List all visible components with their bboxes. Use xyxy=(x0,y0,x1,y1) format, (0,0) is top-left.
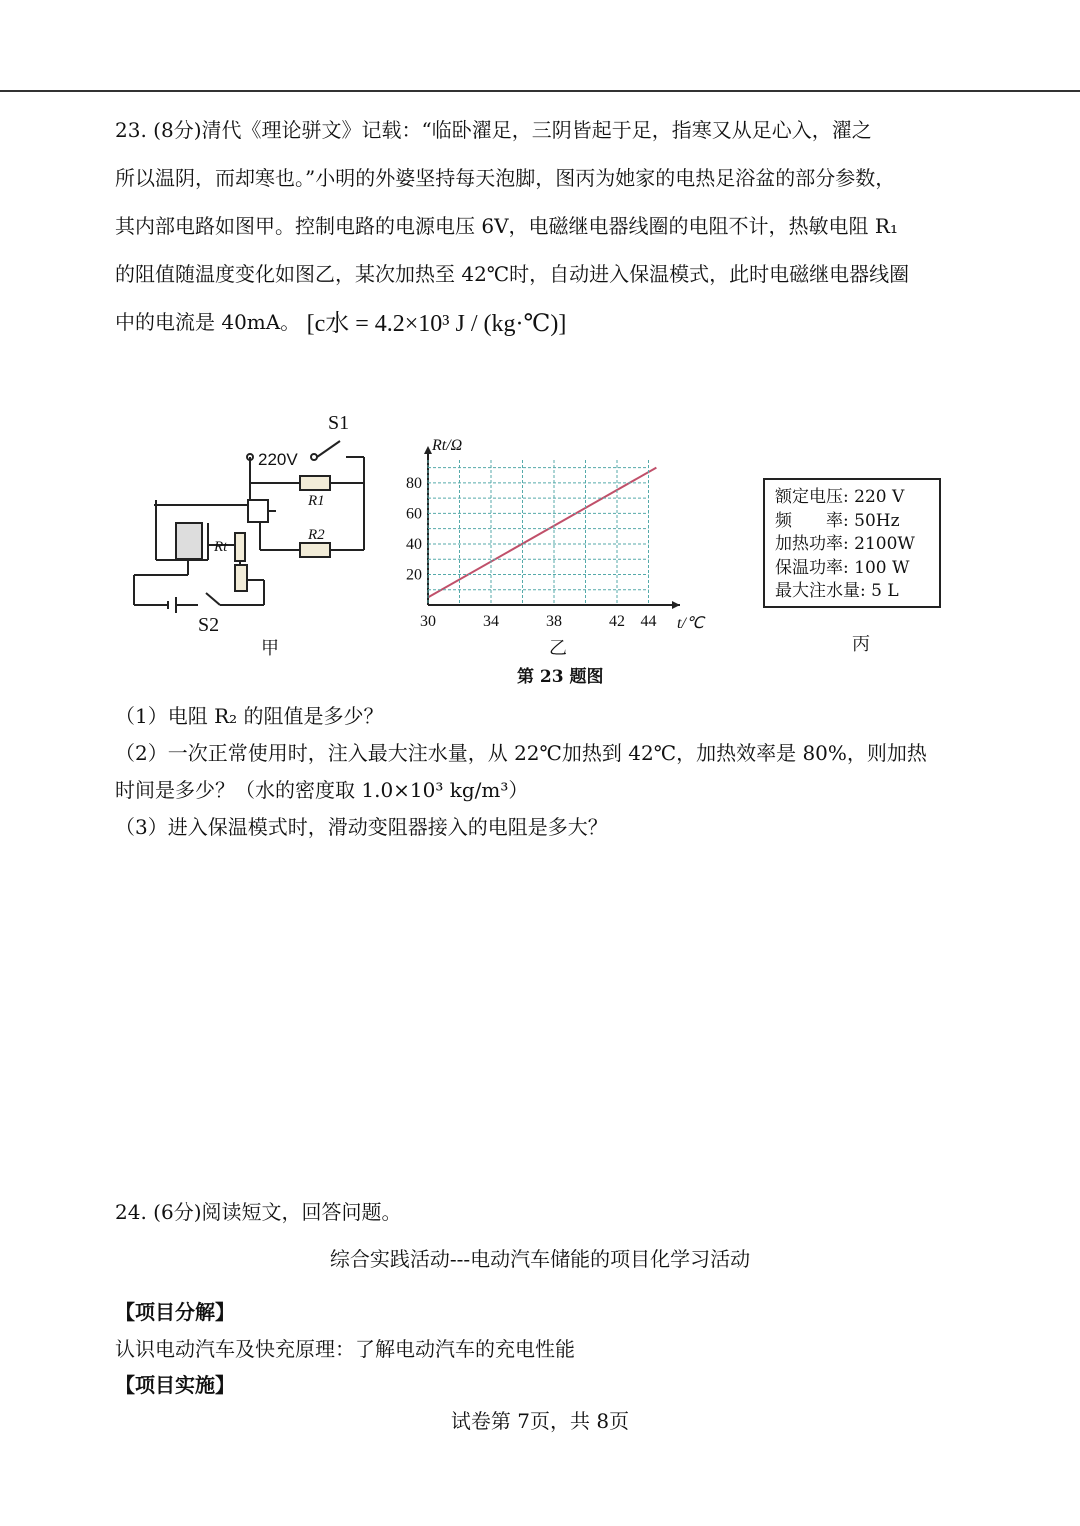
spec-frequency: 频 率: 50Hz xyxy=(775,510,900,531)
chart-x-tick: 34 xyxy=(483,613,499,630)
figure-label-yi: 乙 xyxy=(549,638,567,659)
circuit-r1-label: R1 xyxy=(308,493,325,509)
q24-section-implement: 【项目实施】 xyxy=(115,1373,235,1397)
q23-line-1: 23. (8分)清代《理论骈文》记载：“临卧濯足，三阴皆起于足，指寒又从足心入，濯之 xyxy=(115,118,872,142)
q23-line-2: 所以温阴，而却寒也。”小明的外婆坚持每天泡脚，图丙为她家的电热足浴盆的部分参数， xyxy=(115,166,896,190)
figure-label-jia: 甲 xyxy=(261,638,279,659)
spec-heating-power: 加热功率: 2100W xyxy=(775,534,915,554)
q23-line-5-text: 中的电流是 40mA。 xyxy=(115,310,301,334)
page-footer: 试卷第 7页，共 8页 xyxy=(450,1409,630,1433)
figure-label-bing: 丙 xyxy=(852,634,870,655)
chart-y-tick: 40 xyxy=(406,535,422,553)
chart-x-tick: 38 xyxy=(546,613,562,630)
q23-subquestion-1: （1）电阻 R₂ 的阻值是多少？ xyxy=(115,704,384,728)
chart-x-axis-label: t/℃ xyxy=(677,615,704,630)
q23-line-4: 的阻值随温度变化如图乙，某次加热至 42℃时，自动进入保温模式，此时电磁继电器线圈 xyxy=(115,262,910,286)
chart-x-tick: 42 xyxy=(609,613,625,630)
circuit-diagram xyxy=(128,405,378,635)
chart-y-axis-label: Rt/Ω xyxy=(432,437,463,454)
chart-y-tick: 80 xyxy=(406,474,422,492)
q23-line-5 xyxy=(115,298,975,348)
chart-y-tick: 60 xyxy=(406,505,422,523)
circuit-rt-label: Rt xyxy=(214,539,228,555)
spec-keep-warm-power: 保温功率: 100 W xyxy=(775,557,910,578)
chart-series-line xyxy=(428,468,656,598)
specific-heat-formula: [c水 = 4.2×10³ J / (kg·℃)] xyxy=(306,310,567,337)
chart-x-tick: 44 xyxy=(640,613,657,630)
q23-paragraph xyxy=(115,106,975,348)
rt-temperature-chart xyxy=(390,430,720,630)
q24-title: 综合实践活动---电动汽车储能的项目化学习活动 xyxy=(329,1247,751,1271)
spec-voltage: 额定电压: 220 V xyxy=(775,487,905,507)
top-rule xyxy=(0,90,1080,92)
q23-line-3: 其内部电路如图甲。控制电路的电源电压 6V，电磁继电器线圈的电阻不计，热敏电阻 R₁ xyxy=(115,214,898,238)
q24-body-1: 认识电动汽车及快充原理：了解电动汽车的充电性能 xyxy=(115,1337,575,1361)
circuit-s1-label: S1 xyxy=(328,412,350,434)
q24-section-decompose: 【项目分解】 xyxy=(115,1300,235,1324)
spec-table xyxy=(763,478,941,608)
figure-caption: 第 23 题图 xyxy=(517,667,604,687)
circuit-voltage-label: 220V xyxy=(258,450,298,469)
chart-y-tick: 20 xyxy=(406,566,422,584)
spec-max-water: 最大注水量: 5 L xyxy=(775,581,899,601)
chart-x-tick: 30 xyxy=(420,613,436,630)
q24-header: 24. (6分)阅读短文，回答问题。 xyxy=(115,1200,402,1224)
q23-subquestion-2a: （2）一次正常使用时，注入最大注水量，从 22℃加热到 42℃，加热效率是 80%，则加热 xyxy=(115,741,927,765)
q23-subquestion-3: （3）进入保温模式时，滑动变阻器接入的电阻是多大？ xyxy=(115,815,608,839)
circuit-r2-label: R2 xyxy=(308,527,325,543)
q23-subquestion-2b: 时间是多少？（水的密度取 1.0×10³ kg/m³） xyxy=(115,778,529,802)
circuit-s2-label: S2 xyxy=(198,614,220,635)
